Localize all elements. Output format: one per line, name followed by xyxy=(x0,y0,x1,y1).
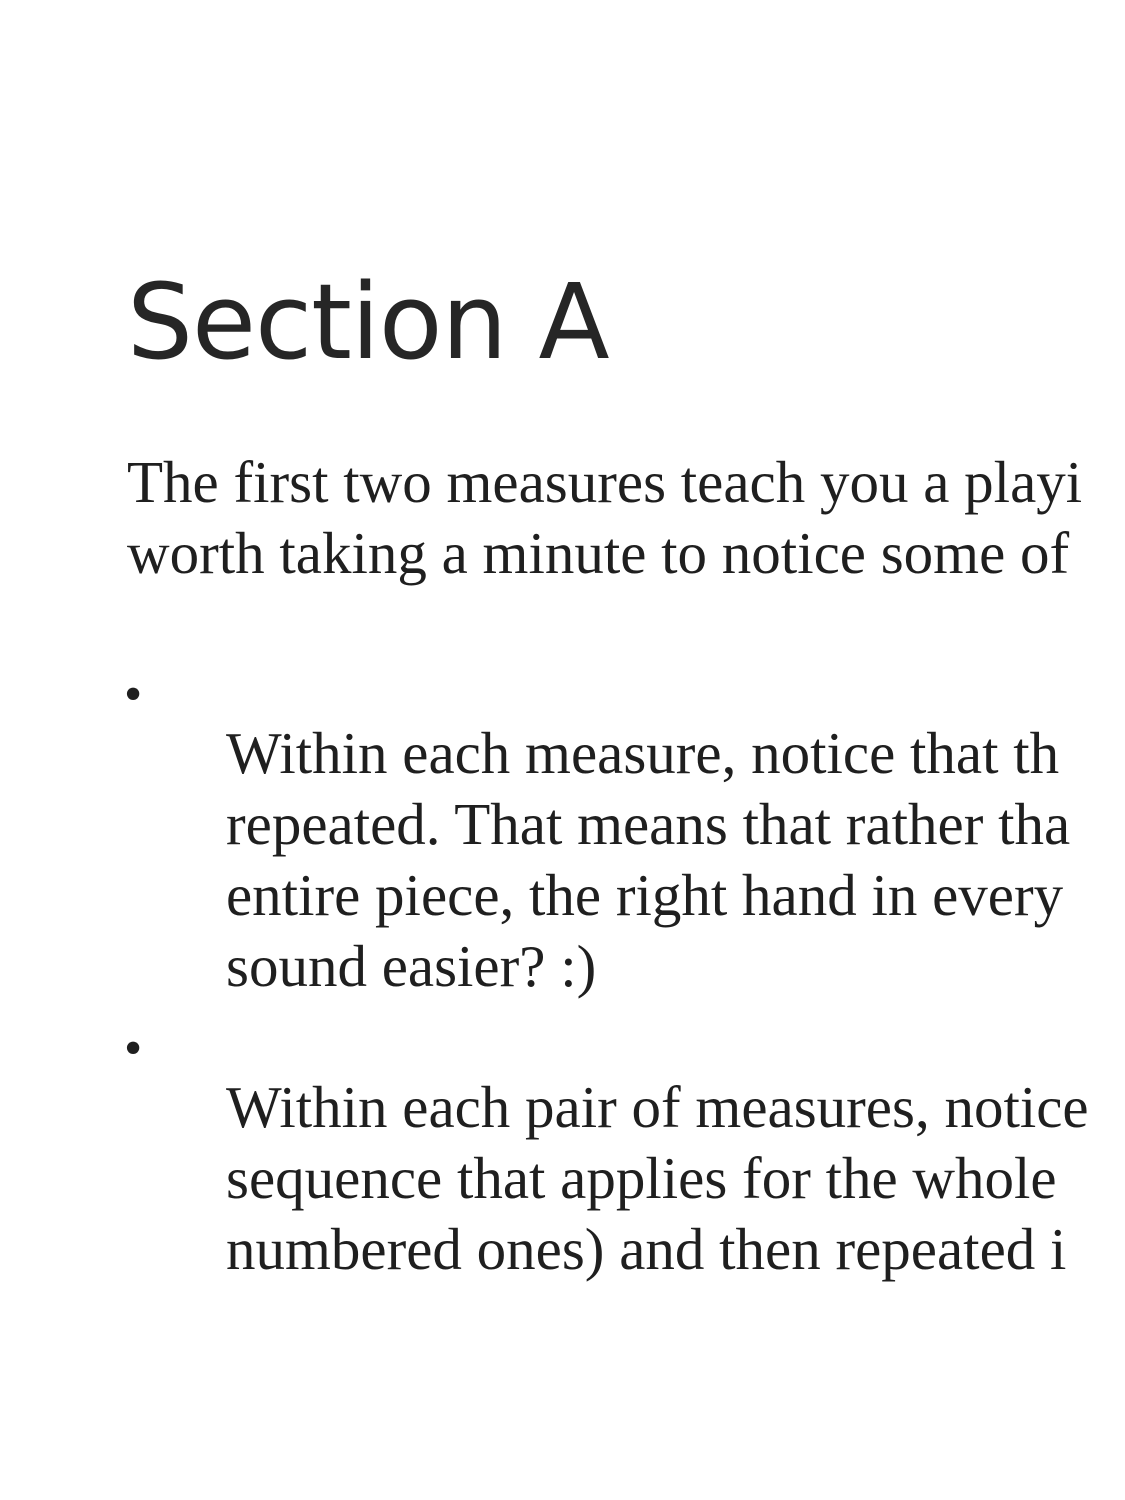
bullet-line: Within each measure, notice that th xyxy=(226,720,1060,786)
bullet-marker: • xyxy=(124,666,143,723)
bullet-line: repeated. That means that rather tha xyxy=(226,791,1071,857)
intro-paragraph xyxy=(127,447,1082,589)
bullet-text xyxy=(226,718,1070,1002)
intro-line: The first two measures teach you a playi xyxy=(127,449,1083,515)
bullet-line: entire piece, the right hand in every xyxy=(226,862,1064,928)
bullet-marker: • xyxy=(124,1020,143,1077)
section-title: Section A xyxy=(127,261,609,383)
bullet-line: numbered ones) and then repeated i xyxy=(226,1216,1067,1282)
bullet-text xyxy=(226,1072,1089,1285)
bullet-line: sequence that applies for the whole xyxy=(226,1145,1057,1211)
bullet-line: Within each pair of measures, notice xyxy=(226,1074,1089,1140)
intro-line: worth taking a minute to notice some of xyxy=(127,520,1070,586)
bullet-line: sound easier? :) xyxy=(226,933,597,999)
